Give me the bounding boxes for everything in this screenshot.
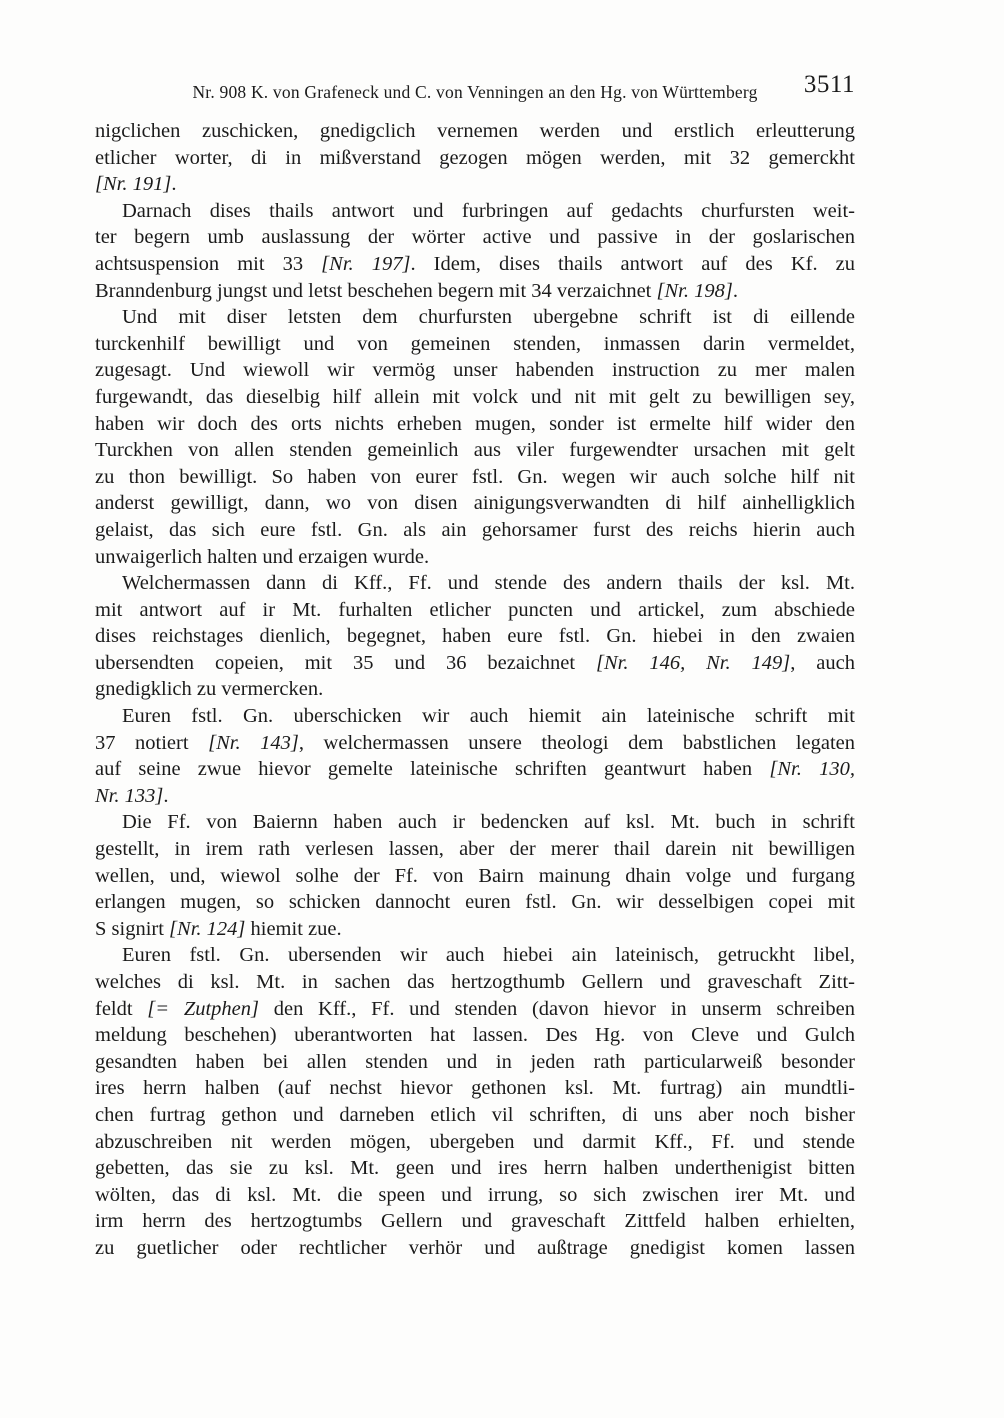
text-line: Nr. 133]. [95, 784, 169, 807]
text-line: Und mit diser letsten dem churfursten ubergebne schrift ist di eillende [122, 306, 855, 329]
paragraph [95, 198, 855, 304]
text-line: 37 notiert [Nr. 143], welchermassen unsere theologi dem babstlichen legaten [95, 731, 856, 754]
page-body [95, 118, 855, 1262]
text-line: gelaist, das sich eure fstl. Gn. als ain gehorsamer furst des reichs hierin auch [95, 518, 855, 541]
text-line: turckenhilf bewilligt und von gemeinen stenden, inmassen darin vermeldet, [95, 332, 855, 355]
text-line: etlicher worter, di in mißverstand gezogen mögen werden, mit 32 gemerckht [95, 146, 855, 169]
text-line: zu guetlicher oder rechtlicher verhör und außtrage gnedigist komen lassen [95, 1236, 855, 1259]
text-line: [Nr. 191]. [95, 173, 177, 196]
text-line: Euren fstl. Gn. ubersenden wir auch hiebei ain lateinisch, getruckht libel, [122, 944, 855, 967]
text-line: gebetten, das sie zu ksl. Mt. geen und ires herrn halben underthenigist bitten [95, 1157, 855, 1180]
page-header [95, 71, 855, 104]
text-line: zu thon bewilligt. So haben von eurer fstl. Gn. wegen wir auch solche hilf nit [95, 465, 855, 488]
page-number: 3511 [803, 71, 855, 98]
text-line: Branndenburg jungst und letst beschehen begern mit 34 verzaichnet [Nr. 198]. [95, 279, 738, 302]
text-line: anderst gewilligt, dann, wo von disen ainigungsverwandten di hilf ainhelligklich [95, 492, 855, 515]
text-line: Turckhen von allen stenden gemeinlich aus viler furgewendter ursachen mit gelt [95, 439, 855, 462]
text-line: feldt [= Zutphen] den Kff., Ff. und stenden (davon hievor in unserm schreiben [95, 997, 855, 1020]
text-line: zugesagt. Und wiewoll wir vermög unser habenden instruction zu mer malen [95, 359, 855, 382]
text-line: Euren fstl. Gn. uberschicken wir auch hiemit ain lateinische schrift mit [122, 705, 855, 728]
text-line: furgewandt, das dieselbig hilf allein mit volck und nit mit gelt zu bewilligen sey, [95, 385, 855, 408]
text-line: Welchermassen dann di Kff., Ff. und stende des andern thails der ksl. Mt. [122, 572, 855, 595]
paragraph [95, 118, 855, 198]
text-line: Die Ff. von Baiernn haben auch ir bedencken auf ksl. Mt. buch in schrift [122, 811, 855, 834]
paragraph [95, 304, 855, 570]
text-line: welches di ksl. Mt. in sachen das hertzogthumb Gellern und graveschaft Zitt- [95, 971, 855, 993]
text-line: gestellt, in irem rath verlesen lassen, aber der merer thail darein nit bewilligen [95, 838, 855, 861]
text-line: ubersendten copeien, mit 35 und 36 bezaichnet [Nr. 146, Nr. 149], auch [95, 651, 856, 674]
text-line: mit antwort auf ir Mt. furhalten etlicher puncten und artickel, zum abschiede [95, 598, 855, 621]
paragraph [95, 570, 855, 703]
text-line: auf seine zwue hievor gemelte lateinische schriften geantwurt haben [Nr. 130, [95, 758, 855, 781]
paragraph [95, 809, 855, 942]
text-line: gesandten haben bei allen stenden und in jeden rath particularweiß besonder [95, 1050, 855, 1073]
text-line: achtsuspension mit 33 [Nr. 197]. Idem, dises thails antwort auf des Kf. zu [95, 252, 855, 275]
text-line: Darnach dises thails antwort und furbringen auf gedachts churfursten weit- [122, 199, 855, 222]
text-line: erlangen mugen, so schicken dannocht euren fstl. Gn. wir desselbigen copei mit [95, 891, 855, 914]
text-line: meldung beschehen) uberantworten hat lassen. Des Hg. von Cleve und Gulch [95, 1024, 855, 1047]
paragraph [95, 703, 855, 809]
running-head: Nr. 908 K. von Grafeneck und C. von Venningen an den Hg. von Württemberg [192, 82, 758, 102]
text-line: wölten, das di ksl. Mt. die speen und irrung, so sich zwischen irer Mt. und [95, 1183, 855, 1206]
text-line: gnedigklich zu vermercken. [95, 678, 324, 701]
text-line: nigclichen zuschicken, gnedigclich vernemen werden und erstlich erleutterung [95, 120, 855, 142]
text-line: unwaigerlich halten und erzaigen wurde. [95, 545, 430, 568]
paragraph [95, 942, 855, 1261]
text-line: ires herrn halben (auf nechst hievor gethonen ksl. Mt. furtrag) ain mundtli- [95, 1077, 855, 1100]
text-line: irm herrn des hertzogtumbs Gellern und graveschaft Zittfeld halben erhielten, [95, 1210, 855, 1233]
text-line: S signirt [Nr. 124] hiemit zue. [95, 917, 342, 940]
text-line: haben wir doch des orts nichts erheben mugen, sonder ist ermelte hilf wider den [95, 412, 855, 435]
text-line: ter begern umb auslassung der wörter active und passive in der goslarischen [95, 226, 855, 249]
text-line: abzuschreiben nit werden mögen, ubergeben und darmit Kff., Ff. und stende [95, 1130, 855, 1153]
text-line: dises reichstages dienlich, begegnet, haben eure fstl. Gn. hiebei in den zwaien [95, 625, 855, 648]
text-line: chen furtrag gethon und darneben etlich vil schriften, di uns aber noch bisher [95, 1103, 855, 1126]
text-line: wellen, und, wiewol solhe der Ff. von Bairn mainung dhain volge und furgang [95, 864, 855, 887]
